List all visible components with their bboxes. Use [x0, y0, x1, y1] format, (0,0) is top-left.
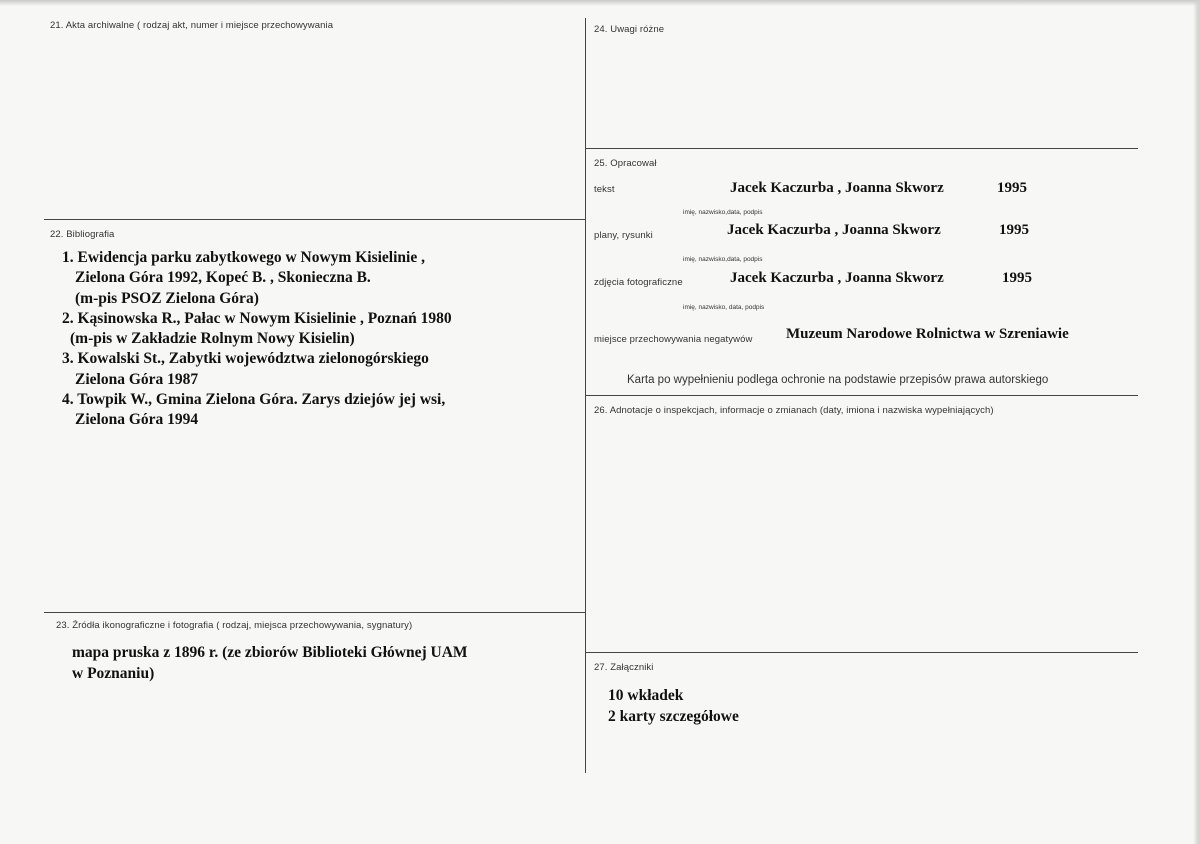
plany-author: Jacek Kaczurba , Joanna Skworz	[727, 222, 941, 238]
plany-hint: imię, nazwisko,data, podpis	[683, 256, 763, 263]
iconography-line: mapa pruska z 1896 r. (ze zbiorów Biblioteki Głównej UAM	[72, 644, 468, 661]
section-24-label: 24. Uwagi różne	[594, 24, 665, 35]
zdjecia-year: 1995	[1002, 270, 1032, 286]
divider-26-27	[585, 652, 1138, 653]
iconography-sources	[72, 642, 468, 684]
bibliography-line: (m-pis PSOZ Zielona Góra)	[75, 289, 259, 307]
attachment-line: 10 wkładek	[608, 687, 684, 704]
bibliography-list	[62, 248, 452, 431]
bibliography-line: Zielona Góra 1987	[75, 370, 199, 388]
bibliography-line: Zielona Góra 1994	[75, 411, 199, 429]
section-25-label: 25. Opracował	[594, 158, 657, 169]
zdjecia-label: zdjęcia fotograficzne	[594, 277, 683, 288]
section-21-label: 21. Akta archiwalne ( rodzaj akt, numer i miejsce przechowywania	[50, 20, 334, 31]
bibliography-line: (m-pis w Zakładzie Rolnym Nowy Kisielin)	[70, 330, 355, 348]
attachment-line: 2 karty szczegółowe	[608, 708, 739, 725]
section-26-label: 26. Adnotacje o inspekcjach, informacje o zmianach (daty, imiona i nazwiska wypełniających)	[594, 405, 994, 416]
zdjecia-author: Jacek Kaczurba , Joanna Skworz	[730, 270, 944, 286]
divider-25-26	[585, 395, 1138, 396]
zdjecia-hint: imię, nazwisko, data, podpis	[683, 304, 765, 311]
attachments-list	[608, 685, 739, 727]
section-23-label: 23. Źródła ikonograficzne i fotografia ( rodzaj, miejsca przechowywania, sygnatury)	[56, 620, 413, 631]
iconography-line: w Poznaniu)	[72, 665, 155, 682]
bibliography-line: 3. Kowalski St., Zabytki województwa zielonogórskiego	[62, 350, 429, 368]
tekst-label: tekst	[594, 184, 615, 195]
tekst-year: 1995	[997, 180, 1027, 196]
tekst-author: Jacek Kaczurba , Joanna Skworz	[730, 180, 944, 196]
bibliography-line: 2. Kąsinowska R., Pałac w Nowym Kisielinie , Poznań 1980	[62, 309, 452, 327]
page-edge-shadow-top	[0, 0, 1199, 6]
plany-label: plany, rysunki	[594, 230, 653, 241]
divider-24-25	[585, 148, 1138, 149]
bibliography-line: 1. Ewidencja parku zabytkowego w Nowym Kisielinie ,	[62, 249, 425, 266]
page-edge-shadow-right	[1193, 0, 1199, 844]
tekst-hint: imię, nazwisko,data, podpis	[683, 209, 763, 216]
divider-22-23	[44, 612, 585, 613]
negatywy-location: Muzeum Narodowe Rolnictwa w Szreniawie	[786, 326, 1069, 342]
bibliography-line: 4. Towpik W., Gmina Zielona Góra. Zarys dziejów jej wsi,	[62, 391, 446, 409]
copyright-notice: Karta po wypełnieniu podlega ochronie na podstawie przepisów prawa autorskiego	[627, 374, 1049, 386]
negatywy-label: miejsce przechowywania negatywów	[594, 334, 753, 345]
divider-21-22	[44, 219, 585, 220]
section-27-label: 27. Załączniki	[594, 662, 654, 673]
bibliography-line: Zielona Góra 1992, Kopeć B. , Skonieczna B.	[75, 269, 371, 287]
section-22-label: 22. Bibliografia	[50, 229, 115, 240]
plany-year: 1995	[999, 222, 1029, 238]
